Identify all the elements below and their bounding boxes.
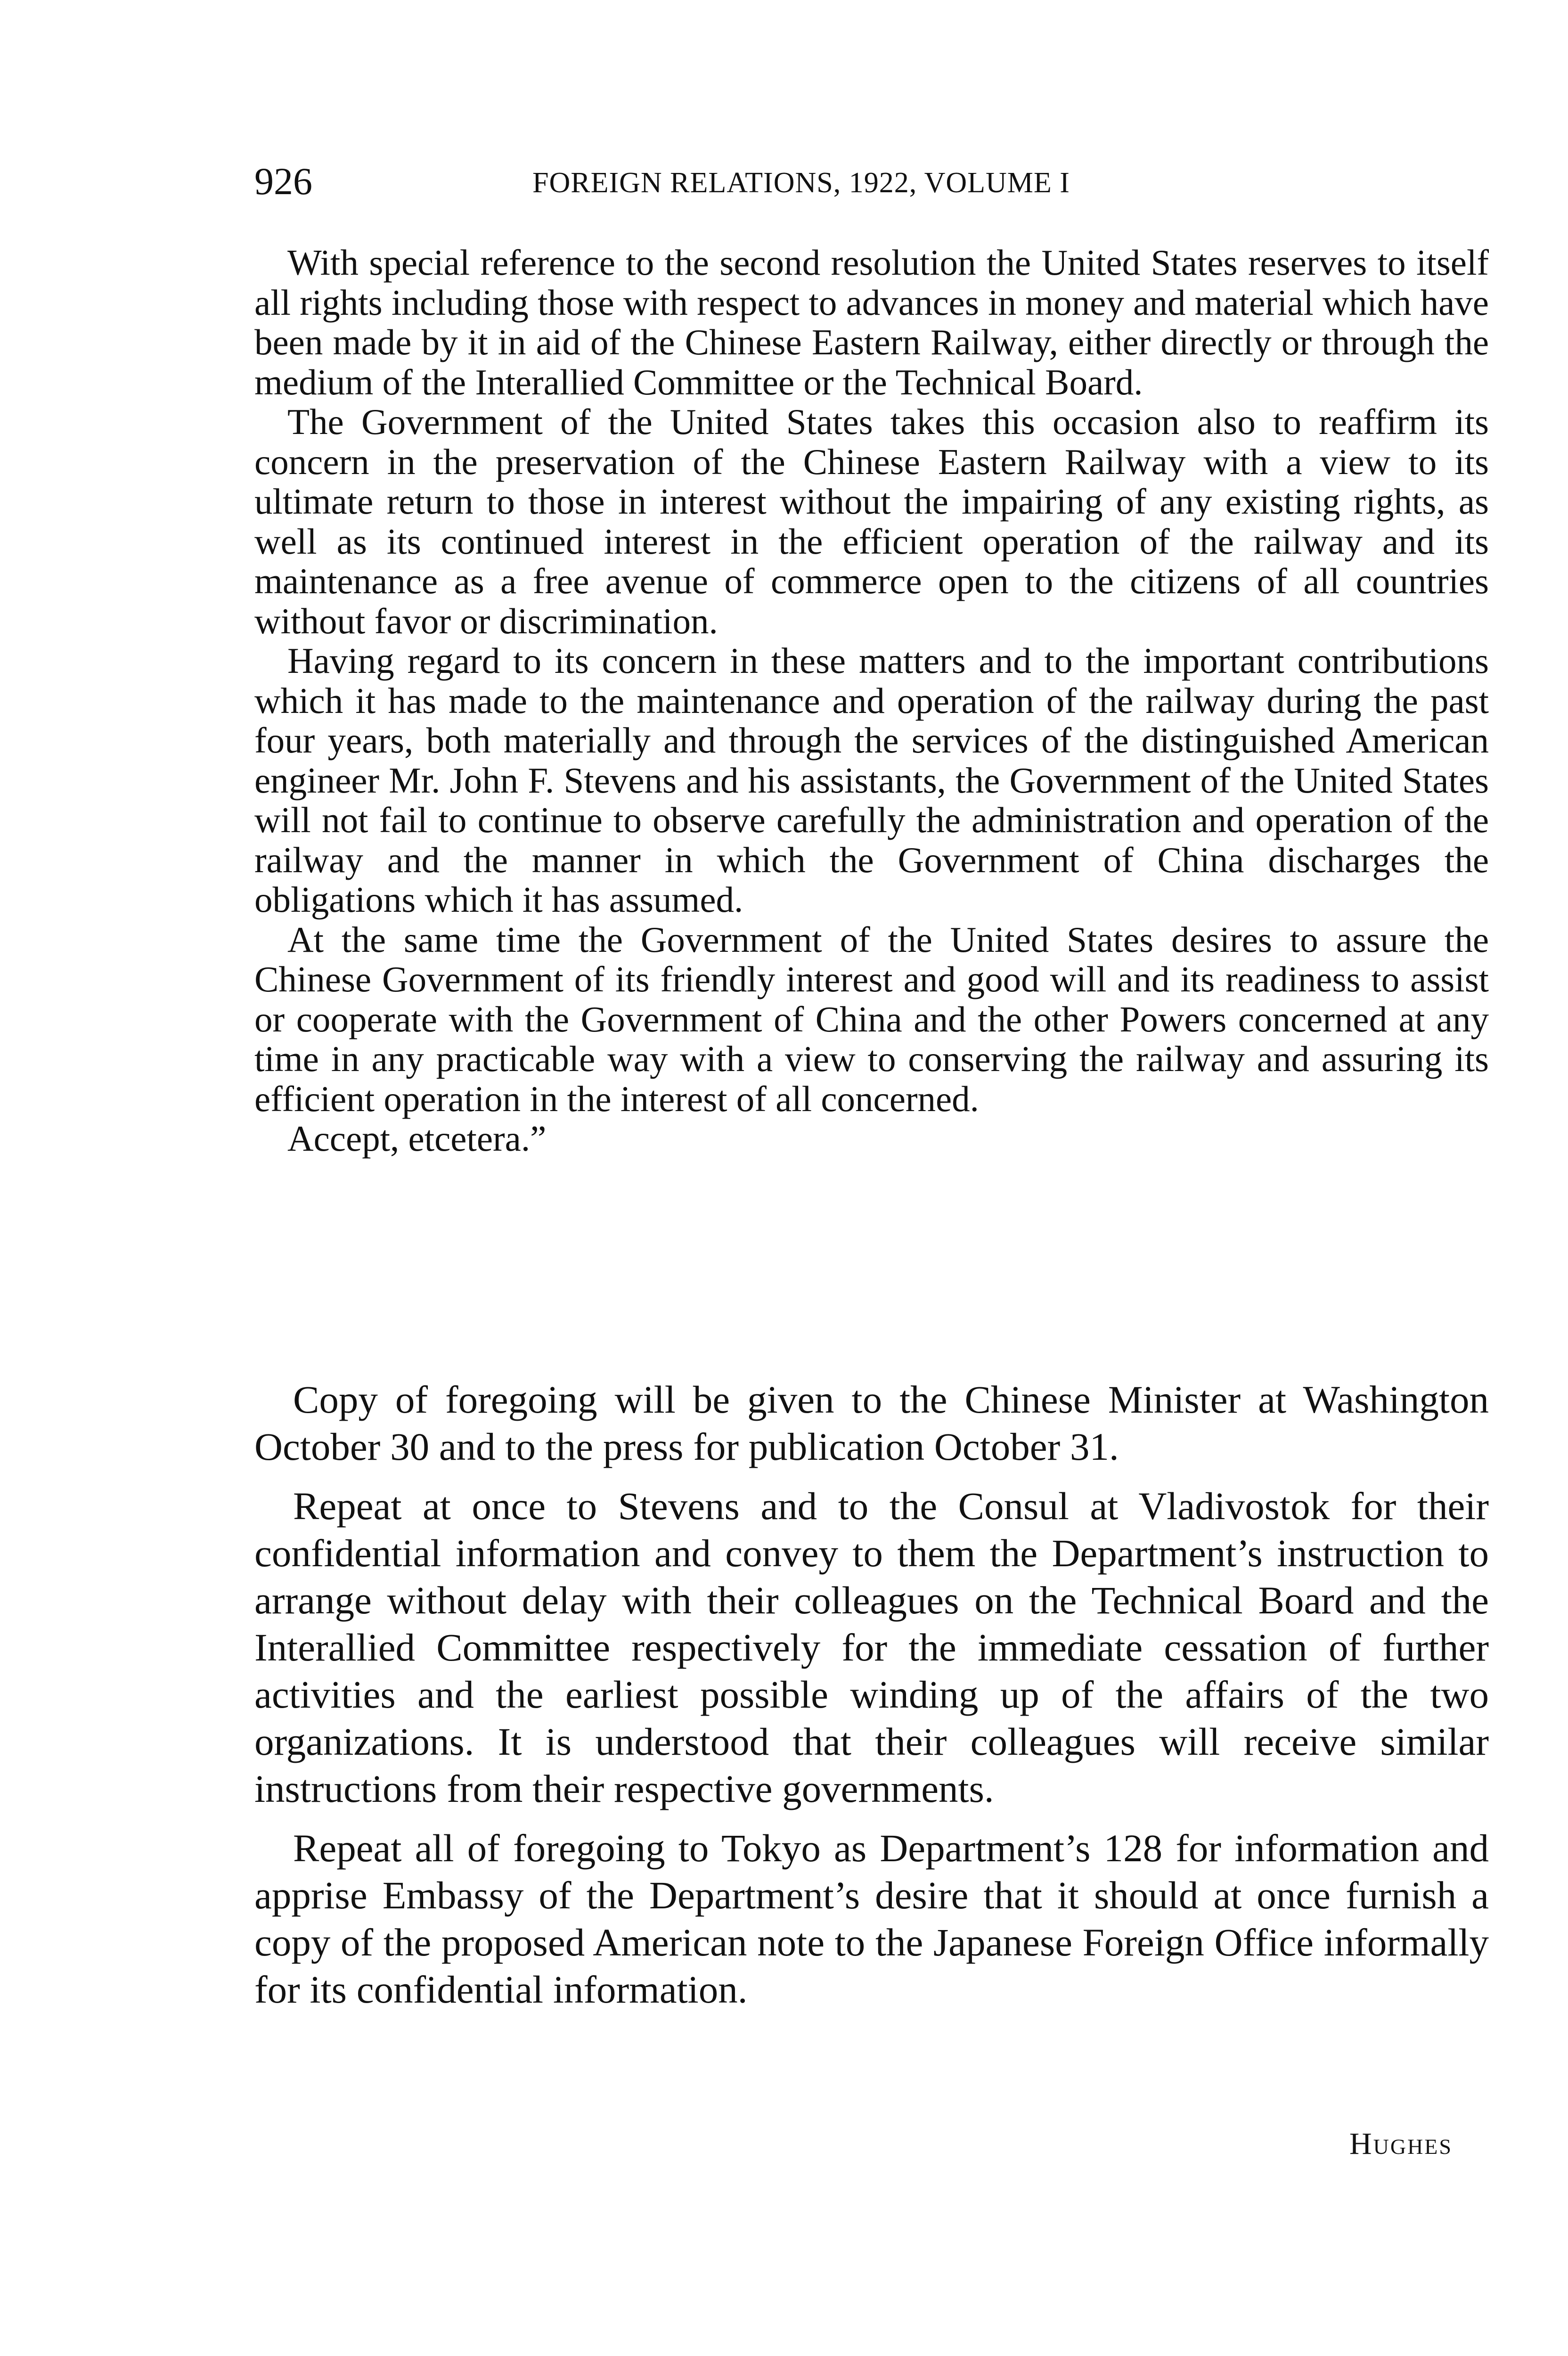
page-number: 926 xyxy=(254,160,312,203)
body-text xyxy=(254,1376,1489,2025)
quoted-paragraph: With special reference to the second resolution the United States reserves to itself all rights including those with respect to advances in money and material which have been made by it in aid of the Chinese Eastern Railway, either directly or through the medium of the Interallied Committee or the Technical Board. xyxy=(254,242,1489,402)
body-paragraph: Repeat at once to Stevens and to the Consul at Vladivostok for their confidential information and convey to them the Department’s instruction to arrange without delay with their colleagues on the Technical Board and the Interallied Committee respectively for the immediate cessation of further activities and the earliest possible winding up of the affairs of the two organizations. It is understood that their colleagues will receive similar instructions from their respective governments. xyxy=(254,1484,1489,1810)
signature: Hughes xyxy=(1349,2127,1453,2161)
quoted-paragraph: The Government of the United States takes this occasion also to reaffirm its concern in the preservation of the Chinese Eastern Railway with a view to its ultimate return to those in interest without the impairing of any existing rights, as well as its continued interest in the efficient operation of the railway and its maintenance as a free avenue of commerce open to the citizens of all countries without favor or discrimination. xyxy=(254,401,1489,641)
quoted-closing: Accept, etcetera.” xyxy=(287,1118,547,1159)
body-paragraph: Repeat all of foregoing to Tokyo as Department’s 128 for information and apprise Embassy of the Department’s desire that it should at once furnish a copy of the proposed American note to the Japanese Foreign Office informally for its confidential information. xyxy=(254,1826,1489,2011)
running-head: FOREIGN RELATIONS, 1922, VOLUME I xyxy=(532,167,1070,199)
page-header xyxy=(254,158,1489,210)
quoted-note xyxy=(254,243,1489,1159)
quoted-paragraph: At the same time the Government of the United States desires to assure the Chinese Government of its friendly interest and good will and its readiness to assist or cooperate with the Government of China and the other Powers concerned at any time in any practicable way with a view to conserving the railway and assuring its efficient operation in the interest of all concerned. xyxy=(254,919,1489,1119)
quoted-paragraph: Having regard to its concern in these matters and to the important contributions which it has made to the maintenance and operation of the railway during the past four years, both materially and through the services of the distinguished American engineer Mr. John F. Stevens and his assistants, the Government of the United States will not fail to continue to observe carefully the administration and operation of the railway and the manner in which the Government of China discharges the obligations which it has assumed. xyxy=(254,640,1489,920)
body-paragraph: Copy of foregoing will be given to the Chinese Minister at Washington October 30 and to the press for publication October 31. xyxy=(254,1378,1489,1468)
